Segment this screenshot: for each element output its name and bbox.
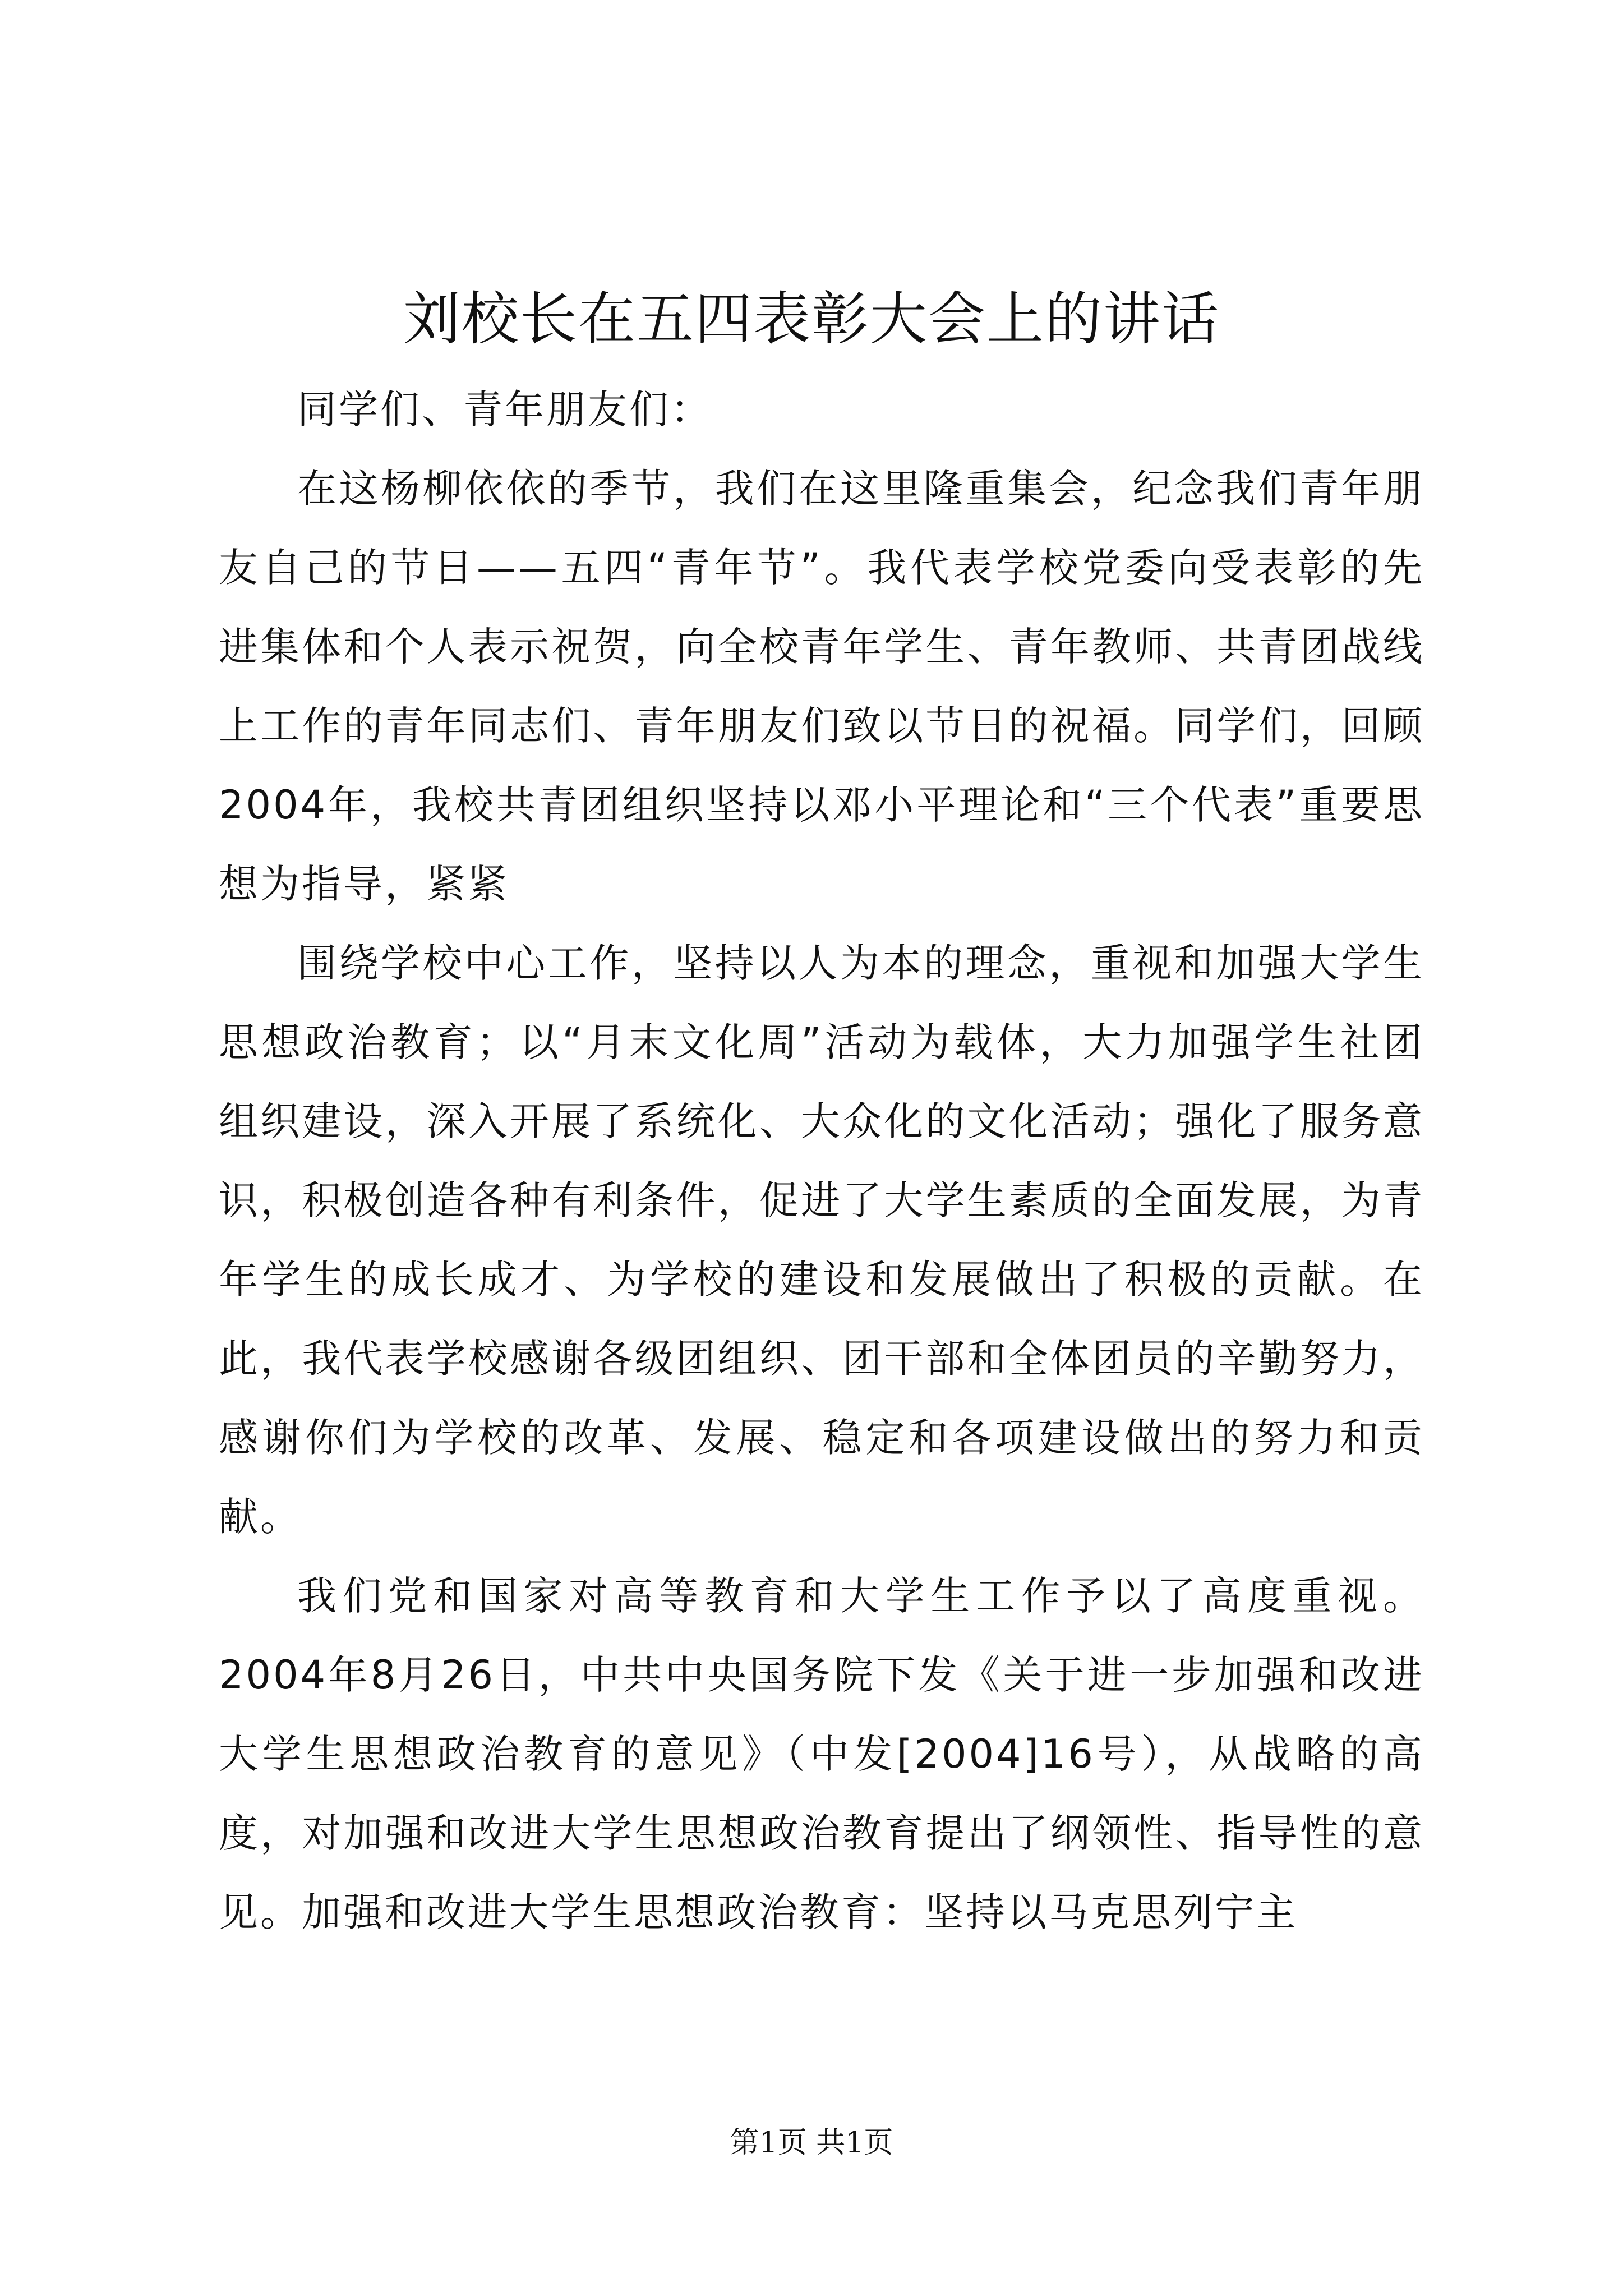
paragraph-2: 围绕学校中心工作，坚持以人为本的理念，重视和加强大学生思想政治教育；以“月末文化周”活动为载体，大力加强学生社团组织建设，深入开展了系统化、大众化的文化活动；强化了服务意识，积极创造各种有利条件，促进了大学生素质的全面发展，为青年学生的成长成才、为学校的建设和发展做出了积极的贡献。在此，我代表学校感谢各级团组织、团干部和全体团员的辛勤努力，感谢你们为学校的改革、发展、稳定和各项建设做出的努力和贡献。 bbox=[219, 940, 1424, 1540]
page-number-footer: 第1页 共1页 bbox=[730, 2126, 893, 2160]
document-body bbox=[219, 370, 1424, 1952]
document-title: 刘校长在五四表彰大会上的讲话 bbox=[403, 286, 1220, 353]
paragraph-3: 我们党和国家对高等教育和大学生工作予以了高度重视。2004年8月26日，中共中央国务院下发《关于进一步加强和改进大学生思想政治教育的意见》（中发[2004]16号），从战略的高度，对加强和改进大学生思想政治教育提出了纲领性、指导性的意见。加强和改进大学生思想政治教育：坚持以马克思列宁主 bbox=[219, 1573, 1424, 1935]
paragraph-greeting: 同学们、青年朋友们： bbox=[297, 386, 712, 432]
paragraph-1: 在这杨柳依依的季节，我们在这里隆重集会，纪念我们青年朋友自己的节日——五四“青年节”。我代表学校党委向受表彰的先进集体和个人表示祝贺，向全校青年学生、青年教师、共青团战线上工作的青年同志们、青年朋友们致以节日的祝福。同学们，回顾2004年，我校共青团组织坚持以邓小平理论和“三个代表”重要思想为指导，紧紧 bbox=[219, 466, 1424, 907]
